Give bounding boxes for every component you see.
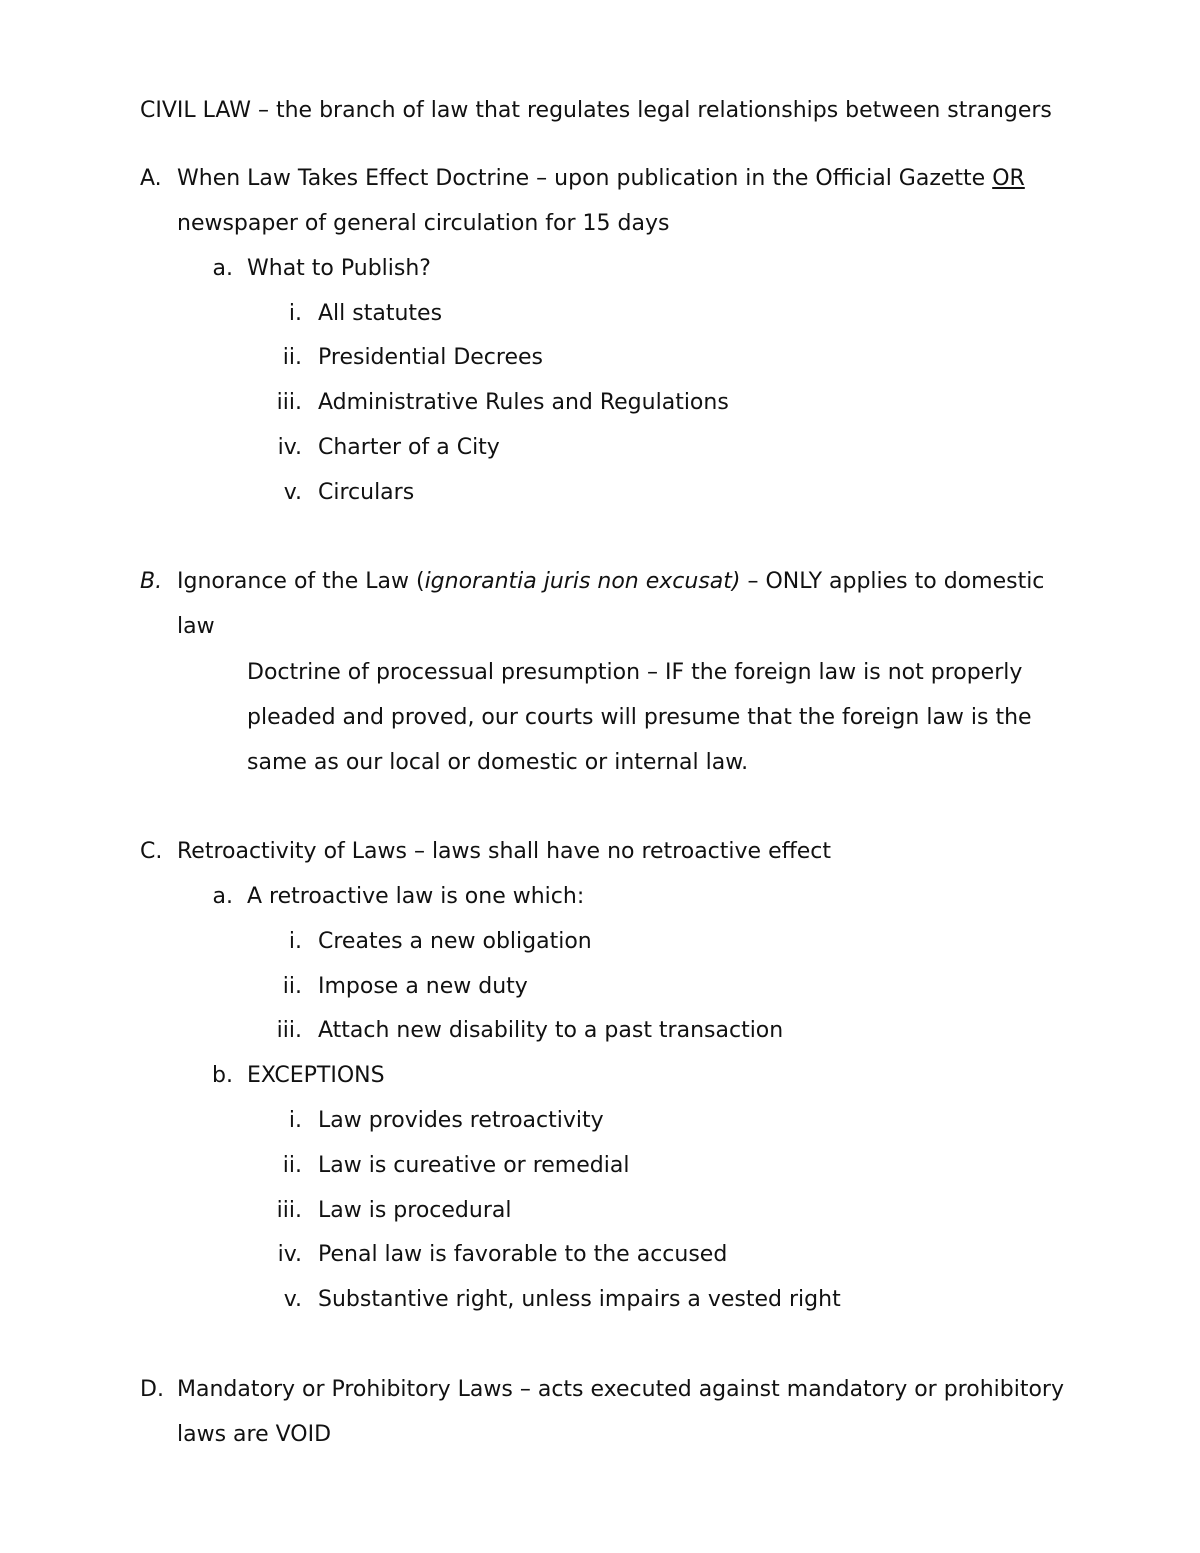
list-item: Substantive right, unless impairs a vested right bbox=[318, 1287, 841, 1312]
section-d-heading-continued: laws are VOID bbox=[177, 1422, 332, 1447]
section-a-heading bbox=[177, 164, 1025, 194]
section-b-heading bbox=[177, 567, 1044, 597]
section-a-sub-a-text: What to Publish? bbox=[247, 256, 431, 281]
list-item-marker: iv. bbox=[277, 435, 302, 460]
section-b-heading-continued: law bbox=[177, 614, 215, 639]
section-a-heading-or: OR bbox=[992, 166, 1025, 191]
list-item: Creates a new obligation bbox=[318, 929, 592, 954]
list-item: Law is procedural bbox=[318, 1198, 512, 1223]
list-item: All statutes bbox=[318, 301, 443, 326]
list-item-marker: ii. bbox=[282, 1153, 302, 1178]
section-a-heading-text: When Law Takes Effect Doctrine – upon publication in the Official Gazette bbox=[177, 166, 993, 191]
section-b-latin-maxim: ignorantia juris non excusat) bbox=[424, 569, 741, 594]
section-a-sub-a-marker: a. bbox=[212, 256, 233, 281]
list-item-marker: i. bbox=[288, 1108, 302, 1133]
section-b-heading-text: Ignorance of the Law ( bbox=[177, 569, 425, 594]
section-b-paragraph-line: Doctrine of processual presumption – IF the foreign law is not properly bbox=[247, 660, 1023, 685]
list-item: Law is cureative or remedial bbox=[318, 1153, 630, 1178]
list-item-marker: iv. bbox=[277, 1242, 302, 1267]
list-item-marker: ii. bbox=[282, 345, 302, 370]
section-b-heading-tail: – ONLY applies to domestic bbox=[740, 569, 1045, 594]
list-item: Law provides retroactivity bbox=[318, 1108, 604, 1133]
section-a-heading-continued: newspaper of general circulation for 15 days bbox=[177, 211, 670, 236]
section-b-marker: B. bbox=[140, 569, 163, 594]
section-a-marker: A. bbox=[140, 166, 162, 191]
list-item-marker: iii. bbox=[276, 390, 302, 415]
list-item-marker: i. bbox=[288, 301, 302, 326]
list-item: Attach new disability to a past transaction bbox=[318, 1018, 784, 1043]
list-item-marker: i. bbox=[288, 929, 302, 954]
section-b-paragraph-line: same as our local or domestic or internal law. bbox=[247, 750, 749, 775]
list-item: Circulars bbox=[318, 480, 415, 505]
list-item: Impose a new duty bbox=[318, 974, 528, 999]
section-b-paragraph-line: pleaded and proved, our courts will presume that the foreign law is the bbox=[247, 705, 1032, 730]
list-item-marker: v. bbox=[283, 480, 302, 505]
section-c-sub-b-text: EXCEPTIONS bbox=[247, 1063, 385, 1088]
list-item: Charter of a City bbox=[318, 435, 500, 460]
list-item-marker: iii. bbox=[276, 1198, 302, 1223]
list-item: Penal law is favorable to the accused bbox=[318, 1242, 728, 1267]
list-item-marker: v. bbox=[283, 1287, 302, 1312]
list-item-marker: iii. bbox=[276, 1018, 302, 1043]
section-d-heading: Mandatory or Prohibitory Laws – acts executed against mandatory or prohibitory bbox=[177, 1377, 1064, 1402]
list-item: Administrative Rules and Regulations bbox=[318, 390, 729, 415]
section-c-sub-a-text: A retroactive law is one which: bbox=[247, 884, 585, 909]
section-c-marker: C. bbox=[140, 839, 163, 864]
list-item-marker: ii. bbox=[282, 974, 302, 999]
list-item: Presidential Decrees bbox=[318, 345, 543, 370]
section-c-heading: Retroactivity of Laws – laws shall have no retroactive effect bbox=[177, 839, 832, 864]
section-c-sub-b-marker: b. bbox=[212, 1063, 233, 1088]
document-title: CIVIL LAW – the branch of law that regulates legal relationships between strangers bbox=[140, 98, 1052, 123]
section-c-sub-a-marker: a. bbox=[212, 884, 233, 909]
section-d-marker: D. bbox=[140, 1377, 164, 1402]
